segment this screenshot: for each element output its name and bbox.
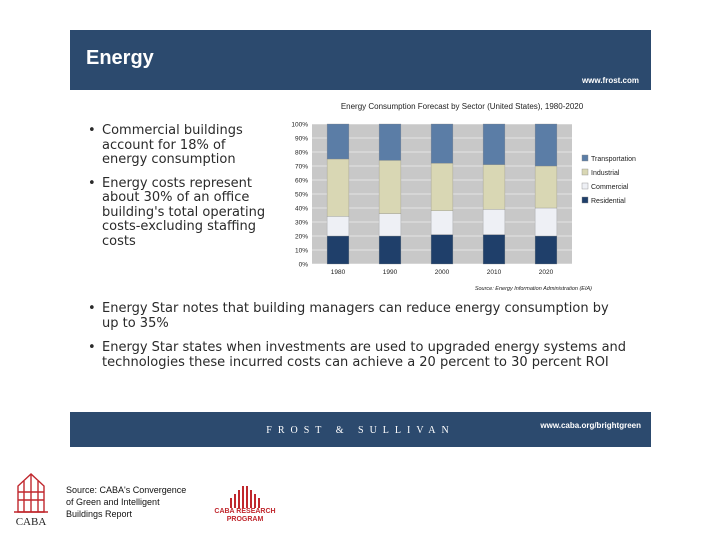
bar-segment-commercial — [431, 211, 453, 235]
bar-segment-commercial — [327, 216, 349, 236]
legend-swatch — [582, 197, 588, 203]
bar-segment-transportation — [483, 124, 505, 165]
caba-research-logo — [212, 484, 278, 528]
bullet-item: • Energy costs represent about 30% of an office building's total operating costs-excluding staffing costs — [88, 177, 268, 250]
legend-label: Industrial — [591, 170, 620, 177]
legend-swatch — [582, 155, 588, 161]
bar-segment-commercial — [483, 209, 505, 234]
bar-segment-residential — [431, 235, 453, 264]
x-tick-label: 2020 — [538, 269, 554, 276]
bar-segment-commercial — [379, 214, 401, 236]
slide-footer — [70, 412, 651, 447]
bar-segment-industrial — [431, 163, 453, 211]
y-tick-label: 70% — [294, 163, 308, 171]
left-bullet-list — [88, 124, 268, 258]
bullet-item: • Energy Star states when investments are used to upgraded energy systems and technologies these incurred costs can achieve a 20 percent to 30 percent ROI — [88, 341, 628, 370]
legend-label: Residential — [591, 198, 626, 205]
legend-label: Transportation — [591, 156, 636, 163]
bar-segment-residential — [483, 235, 505, 264]
bullet-item: • Commercial buildings account for 18% of energy consumption — [88, 124, 268, 168]
caba-logo-text: CABA — [15, 516, 47, 528]
source-note: Source: CABA's Convergence of Green and Intelligent Buildings Report — [66, 485, 187, 519]
bar-segment-residential — [535, 236, 557, 264]
y-tick-label: 60% — [294, 177, 308, 185]
bullet-item: • Energy Star notes that building managers can reduce energy consumption by up to 35% — [88, 302, 628, 331]
x-tick-label: 2000 — [434, 269, 450, 276]
bar-segment-transportation — [431, 124, 453, 163]
y-tick-label: 50% — [294, 191, 308, 199]
frost-sullivan-logo: FROST & SULLIVAN — [266, 425, 455, 436]
y-tick-label: 40% — [294, 205, 308, 213]
y-tick-label: 20% — [294, 233, 308, 241]
chart-title: Energy Consumption Forecast by Sector (United States), 1980-2020 — [340, 102, 584, 111]
bar-segment-transportation — [327, 124, 349, 159]
y-tick-label: 0% — [298, 261, 308, 269]
slide-title: Energy — [86, 47, 154, 69]
y-tick-label: 90% — [294, 135, 308, 143]
research-program-label: CABA RESEARCH PROGRAM — [214, 508, 276, 523]
x-tick-label: 2010 — [486, 269, 502, 276]
y-tick-label: 100% — [291, 121, 308, 129]
chart-source: Source: Energy Information Administration (EIA) — [474, 286, 592, 292]
research-building-icon — [212, 484, 278, 508]
bottom-bullet-list — [88, 302, 628, 380]
y-tick-label: 30% — [294, 219, 308, 227]
bar-segment-industrial — [535, 166, 557, 208]
legend-label: Commercial — [591, 184, 629, 191]
bar-segment-industrial — [379, 160, 401, 213]
bar-segment-residential — [327, 236, 349, 264]
legend-swatch — [582, 169, 588, 175]
bar-segment-commercial — [535, 208, 557, 236]
bar-segment-industrial — [483, 165, 505, 210]
bar-segment-transportation — [379, 124, 401, 160]
bar-segment-residential — [379, 236, 401, 264]
x-tick-label: 1990 — [382, 269, 398, 276]
y-tick-label: 80% — [294, 149, 308, 157]
bar-segment-industrial — [327, 159, 349, 216]
y-tick-label: 10% — [294, 247, 308, 255]
header-url[interactable]: www.frost.com — [581, 76, 639, 85]
bar-segment-transportation — [535, 124, 557, 166]
chart-svg — [268, 98, 658, 298]
x-tick-label: 1980 — [330, 269, 346, 276]
legend-swatch — [582, 183, 588, 189]
energy-forecast-chart — [268, 98, 658, 298]
caba-logo — [10, 472, 52, 528]
footer-url[interactable]: www.caba.org/brightgreen — [540, 421, 641, 430]
slide-header — [70, 30, 651, 90]
